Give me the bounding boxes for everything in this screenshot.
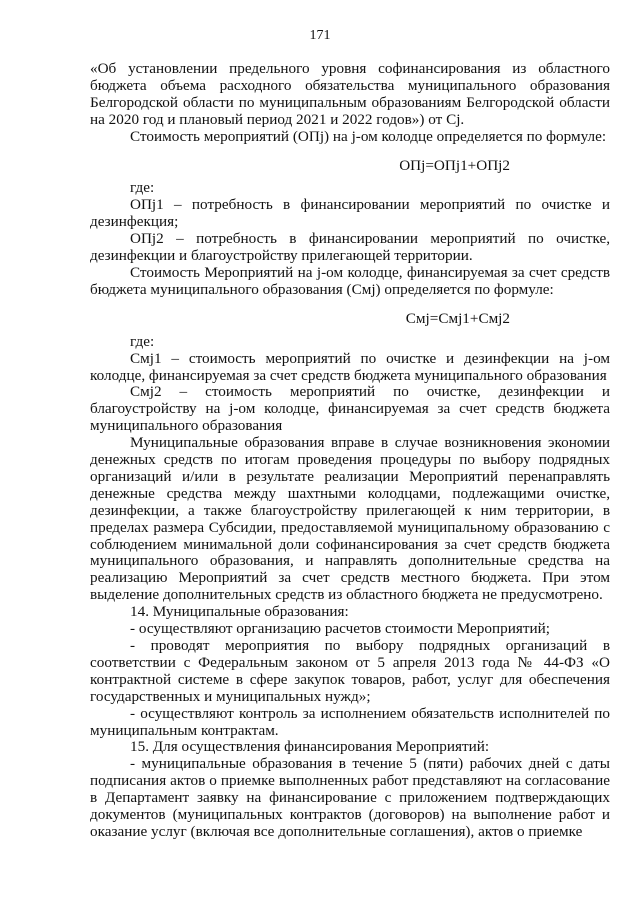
page-number: 171: [309, 28, 331, 43]
section-heading: 14. Муниципальные образования:: [130, 603, 349, 621]
where-label: где:: [130, 332, 155, 350]
list-item: - осуществляют организацию расчетов стоимости Мероприятий;: [130, 620, 550, 638]
paragraph: Стоимость Мероприятий на j-ом колодце, финансируемая за счет средств бюджета муниципального образования (Cмj) определяется по формуле:: [90, 263, 610, 298]
definition: Смj2 – стоимость мероприятий по очистке, дезинфекции и благоустройству на j-ом колодце, финансируемая за счет средств бюджета муниципального образования: [90, 383, 610, 435]
definition: Смj1 – стоимость мероприятий по очистке и дезинфекции на j-ом колодце, финансируемая за счет средств бюджета муниципального образования: [90, 349, 610, 384]
section-heading: 15. Для осуществления финансирования Мероприятий:: [130, 738, 490, 756]
definition: ОПj1 – потребность в финансировании мероприятий по очистке и дезинфекция;: [90, 196, 610, 231]
formula-sm: Cмj=Смj1+Смj2: [405, 309, 510, 327]
list-item: - осуществляют контроль за исполнением обязательств исполнителей по муниципальным контрактам.: [90, 704, 610, 739]
document-body: [90, 61, 610, 841]
formula-op: ОПj=ОПj1+ОПj2: [399, 156, 510, 174]
paragraph: Стоимость мероприятий (ОПj) на j-ом колодце определяется по формуле:: [130, 127, 607, 145]
paragraph: Муниципальные образования вправе в случае возникновения экономии денежных средств по итогам проведения процедуры по выбору подрядных организаций и/или в результате реализации Мероприятий перенаправлять денежные средства между шахтными колодцами, подлежащими очистке, дезинфекции, а также благоустройству прилегающей к ним территории, в пределах размера Субсидии, предоставляемой муниципальному образованию с соблюдением минимальной доли софинансирования за счет средств бюджета муниципального образования, и направлять дополнительные средства на реализацию Мероприятий за счет средств местного бюджета. При этом выделение дополнительных средств из областного бюджета не предусмотрено.: [90, 434, 610, 604]
definition: ОПj2 – потребность в финансировании мероприятий по очистке, дезинфекции и благоустройству прилегающей территории.: [90, 230, 610, 265]
list-item: - муниципальные образования в течение 5 (пяти) рабочих дней с даты подписания актов о приемке выполненных работ представляют на согласование в Департамент заявку на финансирование с приложением подтверждающих документов (муниципальных контрактов (договоров) на выполнение работ и оказание услуг (включая все дополнительные соглашения), актов о приемке: [90, 755, 610, 840]
list-item: - проводят мероприятия по выбору подрядных организаций в соответствии с Федеральным законом от 5 апреля 2013 года № 44-ФЗ «О контрактной системе в сфере закупок товаров, работ, услуг для обеспечения государственных и муниципальных нужд»;: [90, 637, 610, 705]
paragraph: «Об установлении предельного уровня софинансирования из областного бюджета объема расходного обязательства муниципального образования Белгородской области по муниципальным образованиям Белгородской области на 2020 год и плановый период 2021 и 2022 годов») от Cj.: [90, 60, 610, 128]
where-label: где:: [130, 179, 155, 197]
